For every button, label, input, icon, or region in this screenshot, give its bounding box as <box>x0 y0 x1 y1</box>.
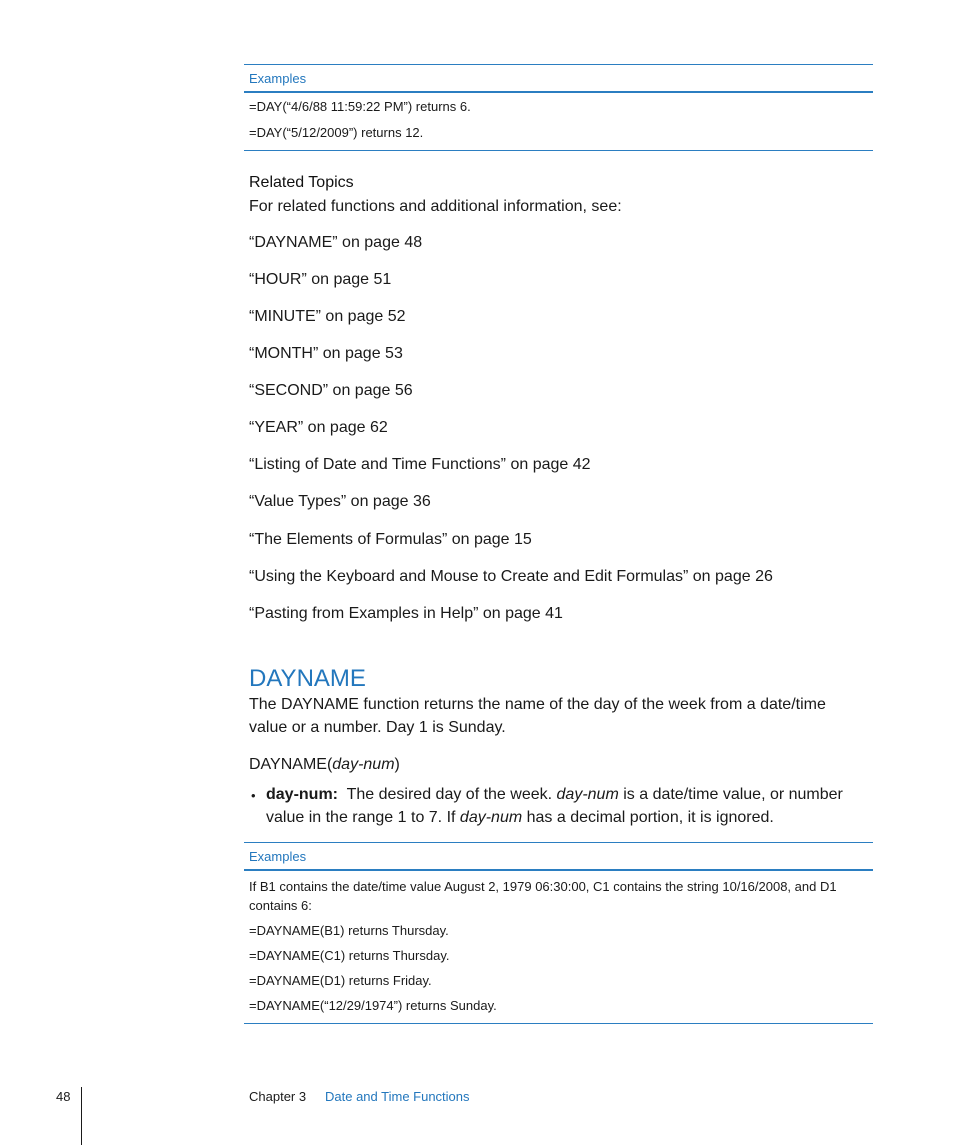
related-topics-intro: For related functions and additional information, see: <box>249 198 622 215</box>
examples-box-dayname <box>244 842 873 1024</box>
related-link-dayname[interactable]: “DAYNAME” on page 48 <box>249 234 423 251</box>
examples-header: Examples <box>244 843 873 871</box>
footer-chapter: Chapter 3 <box>249 1089 307 1104</box>
example-line: =DAY(“5/12/2009”) returns 12. <box>249 125 424 140</box>
dayname-description: The DAYNAME function returns the name of the day of the week from a date/time value or a number. Day 1 is Sunday. <box>249 696 826 736</box>
example-line: =DAYNAME(“12/29/1974”) returns Sunday. <box>249 998 497 1013</box>
bullet-marker: • <box>251 788 256 803</box>
syntax-argument: day-num <box>332 756 395 773</box>
example-line: =DAYNAME(B1) returns Thursday. <box>249 923 449 938</box>
argument-text-3: has a decimal portion, it is ignored. <box>526 809 774 826</box>
related-link-hour[interactable]: “HOUR” on page 51 <box>249 271 392 288</box>
related-link-year[interactable]: “YEAR” on page 62 <box>249 419 388 436</box>
argument-italic-1: day-num <box>556 786 619 803</box>
related-link-month[interactable]: “MONTH” on page 53 <box>249 345 403 362</box>
example-line: =DAYNAME(C1) returns Thursday. <box>249 948 450 963</box>
page-number: 48 <box>56 1089 71 1104</box>
related-link-pasting[interactable]: “Pasting from Examples in Help” on page 41 <box>249 605 563 622</box>
footer-divider <box>81 1087 82 1145</box>
example-line: =DAYNAME(D1) returns Friday. <box>249 973 432 988</box>
syntax-paren-open: ( <box>326 756 333 773</box>
related-link-minute[interactable]: “MINUTE” on page 52 <box>249 308 406 325</box>
argument-italic-2: day-num <box>459 809 523 826</box>
examples-box-day <box>244 64 873 151</box>
related-topics-heading: Related Topics <box>249 174 354 191</box>
syntax-function-name: DAYNAME <box>249 756 327 773</box>
related-link-value-types[interactable]: “Value Types” on page 36 <box>249 493 431 510</box>
argument-text-2: is a date/time value, or number value in the range 1 to 7. If <box>266 786 843 826</box>
example-intro: If B1 contains the date/time value August 2, 1979 06:30:00, C1 contains the string 10/16/2008, and D1 contains 6: <box>249 879 837 913</box>
related-link-second[interactable]: “SECOND” on page 56 <box>249 382 413 399</box>
argument-description <box>266 783 866 829</box>
examples-header: Examples <box>244 65 873 93</box>
example-line: =DAY(“4/6/88 11:59:22 PM”) returns 6. <box>249 99 471 114</box>
footer-chapter-title[interactable]: Date and Time Functions <box>325 1089 470 1104</box>
related-link-listing[interactable]: “Listing of Date and Time Functions” on page 42 <box>249 456 591 473</box>
argument-text-1: The desired day of the week. <box>346 786 553 803</box>
syntax-paren-close: ) <box>394 756 400 773</box>
related-link-elements[interactable]: “The Elements of Formulas” on page 15 <box>249 531 532 548</box>
related-link-keyboard-mouse[interactable]: “Using the Keyboard and Mouse to Create and Edit Formulas” on page 26 <box>249 568 773 585</box>
section-title-dayname: DAYNAME <box>249 665 366 692</box>
dayname-syntax <box>249 753 400 776</box>
argument-label: day-num: <box>266 786 338 803</box>
